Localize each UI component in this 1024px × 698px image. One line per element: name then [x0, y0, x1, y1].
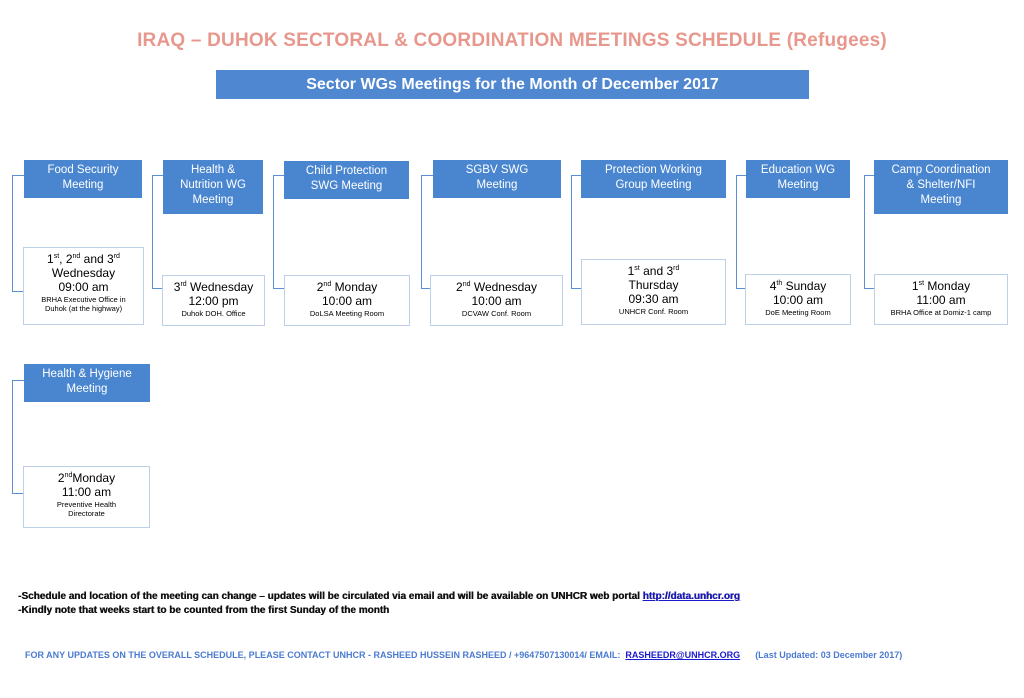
- meeting-header-camp-coordination: Camp Coordination & Shelter/NFI Meeting: [874, 160, 1008, 214]
- meeting-detail-health-nutrition: 3rd Wednesday 12:00 pm Duhok DOH. Office: [162, 275, 265, 326]
- meeting-time: 12:00 pm: [188, 294, 239, 308]
- meeting-day: Thursday: [628, 278, 679, 292]
- meeting-time: 09:00 am: [58, 280, 109, 294]
- meeting-time: 10:00 am: [471, 294, 522, 308]
- meeting-detail-child-protection: 2nd Monday 10:00 am DoLSA Meeting Room: [284, 275, 410, 326]
- meeting-header-health-hygiene: Health & Hygiene Meeting: [24, 364, 150, 402]
- meeting-detail-protection: 1st and 3rd Thursday 09:30 am UNHCR Conf. Room: [581, 259, 726, 325]
- meeting-location: DoE Meeting Room: [765, 308, 831, 317]
- note-week-counting: -Kindly note that weeks start to be counted from the first Sunday of the month: [18, 605, 390, 616]
- meeting-location: BRHA Office at Domiz-1 camp: [890, 308, 992, 317]
- note-schedule-change: -Schedule and location of the meeting can change – updates will be circulated via email and will be available on UNHCR web portal http://data.unhcr.org: [18, 591, 740, 602]
- contact-footer: FOR ANY UPDATES ON THE OVERALL SCHEDULE, PLEASE CONTACT UNHCR - RASHEED HUSSEIN RASHEED / +9647507130014/ EMAIL: RASHEEDR@UNHCR.ORG (Last Updated: 03 December 2017): [25, 650, 903, 660]
- meeting-day: Monday: [927, 279, 971, 293]
- contact-email-link[interactable]: RASHEEDR@UNHCR.ORG: [625, 650, 741, 660]
- page-title: IRAQ – DUHOK SECTORAL & COORDINATION MEETINGS SCHEDULE (Refugees): [137, 30, 887, 51]
- meeting-location: BRHA Executive Office in Duhok (at the highway): [41, 295, 126, 313]
- meeting-header-child-protection: Child Protection SWG Meeting: [284, 161, 409, 199]
- meeting-detail-education: 4th Sunday 10:00 am DoE Meeting Room: [745, 274, 851, 325]
- meeting-header-sgbv: SGBV SWG Meeting: [433, 160, 561, 198]
- meeting-header-health-nutrition: Health & Nutrition WG Meeting: [163, 160, 263, 214]
- meeting-time: 11:00 am: [916, 293, 966, 307]
- meeting-detail-health-hygiene: 2ndMonday 11:00 am Preventive Health Directorate: [23, 466, 150, 528]
- meeting-detail-camp-coordination: 1st Monday 11:00 am BRHA Office at Domiz-1 camp: [874, 274, 1008, 325]
- meeting-day: Wednesday: [51, 266, 116, 280]
- meeting-detail-sgbv: 2nd Wednesday 10:00 am DCVAW Conf. Room: [430, 275, 563, 326]
- meeting-header-education: Education WG Meeting: [746, 160, 850, 198]
- last-updated: (Last Updated: 03 December 2017): [755, 650, 903, 660]
- meeting-day: Monday: [334, 280, 378, 294]
- meeting-time: 10:00 am: [772, 293, 824, 307]
- meeting-header-protection: Protection Working Group Meeting: [581, 160, 726, 198]
- meeting-detail-food-security: 1st, 2nd and 3rd Wednesday 09:00 am BRHA Executive Office in Duhok (at the highway): [23, 247, 144, 325]
- meeting-location: Duhok DOH. Office: [181, 309, 246, 318]
- meeting-day: Wednesday: [473, 280, 537, 294]
- meeting-location: UNHCR Conf. Room: [618, 307, 689, 316]
- meeting-time: 09:30 am: [628, 292, 679, 306]
- meeting-location: Preventive Health Directorate: [56, 500, 117, 518]
- subtitle-banner: Sector WGs Meetings for the Month of December 2017: [216, 70, 809, 99]
- meeting-time: 10:00 am: [321, 294, 373, 308]
- meeting-location: DCVAW Conf. Room: [461, 309, 532, 318]
- meeting-time: 11:00 am: [61, 485, 112, 499]
- meeting-header-food-security: Food Security Meeting: [24, 160, 142, 198]
- meeting-day: Monday: [72, 471, 116, 485]
- meeting-day: Wednesday: [190, 280, 254, 294]
- unhcr-portal-link[interactable]: http://data.unhcr.org: [642, 591, 740, 602]
- meeting-location: DoLSA Meeting Room: [309, 309, 385, 318]
- meeting-day: Sunday: [785, 279, 827, 293]
